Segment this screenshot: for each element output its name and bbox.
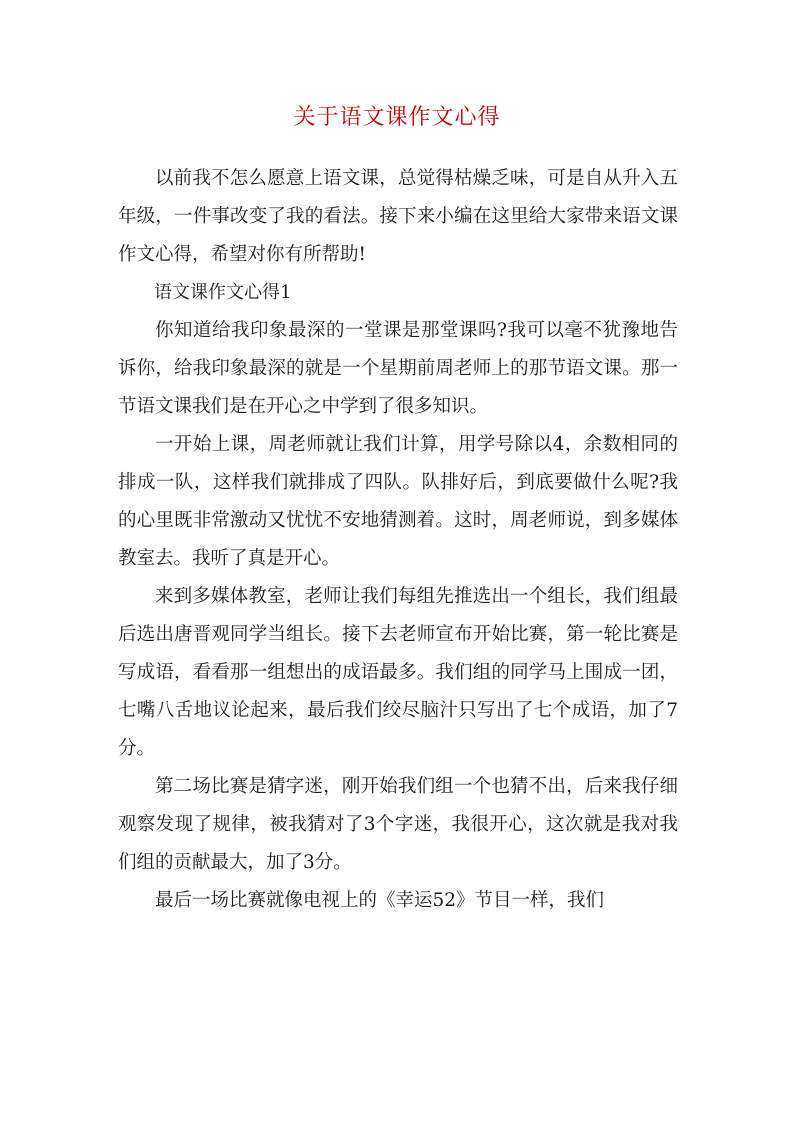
document-body [118, 160, 678, 920]
body-paragraph: 第二场比赛是猜字迷，刚开始我们组一个也猜不出，后来我仔细观察发现了规律，被我猜对了3个字迷，我很开心，这次就是我对我们组的贡献最大，加了3分。 [118, 776, 678, 873]
document-title: 关于语文课作文心得 [293, 105, 501, 130]
body-paragraph: 最后一场比赛就像电视上的《幸运52》节目一样，我们 [155, 890, 605, 911]
body-paragraph: 你知道给我印象最深的一堂课是那堂课吗?我可以毫不犹豫地告诉你，给我印象最深的就是一个星期前周老师上的那节语文课。那一节语文课我们是在开心之中学到了很多知识。 [118, 320, 678, 417]
intro-paragraph: 以前我不怎么愿意上语文课，总觉得枯燥乏味，可是自从升入五年级，一件事改变了我的看法。接下来小编在这里给大家带来语文课作文心得，希望对你有所帮助! [118, 168, 678, 265]
body-paragraph: 一开始上课，周老师就让我们计算，用学号除以4，余数相同的排成一队，这样我们就排成了四队。队排好后，到底要做什么呢?我的心里既非常激动又忧忧不安地猜测着。这时，周老师说，到多媒体教室去。我听了真是开心。 [118, 434, 678, 569]
section-heading: 语文课作文心得1 [154, 282, 292, 303]
body-paragraph: 来到多媒体教室，老师让我们每组先推选出一个组长，我们组最后选出唐晋观同学当组长。接下去老师宣布开始比赛，第一轮比赛是写成语，看看那一组想出的成语最多。我们组的同学马上围成一团，七嘴八舌地议论起来，最后我们绞尽脑汁只写出了七个成语，加了7分。 [118, 586, 678, 759]
